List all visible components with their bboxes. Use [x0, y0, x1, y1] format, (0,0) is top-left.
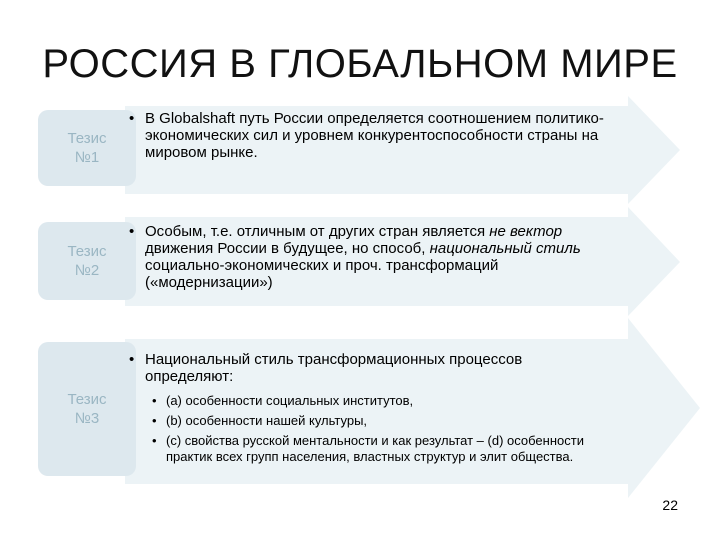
thesis-label-2: Тезис №2	[38, 222, 136, 300]
thesis-2-text	[129, 223, 629, 291]
thesis-2-part-4: национальный стиль	[429, 240, 581, 257]
thesis-label-3: Тезис №3	[38, 342, 136, 476]
page-number: 22	[662, 497, 678, 513]
thesis-3-bullet: • Национальный стиль трансформационных процессов определяют:	[129, 351, 559, 385]
thesis-1-bullet: • В Globalshaft путь России определяется соотношением политико-экономических сил и уровнем конкурентоспособности страны на мировом рынке.	[129, 110, 629, 161]
thesis-2-bullet	[129, 223, 629, 291]
thesis-1-text	[129, 110, 629, 161]
thesis-3-subitem-c: • (c) свойства русской ментальности и как результат – (d) особенности практик всех групп населения, властных структур и элит общества.	[150, 433, 610, 465]
thesis-2-part-5: социально-экономических и проч. трансформаций («модернизации»)	[145, 257, 499, 291]
thesis-2-part-2: не вектор	[489, 223, 563, 240]
thesis-2-part-3: движения России в будущее, но способ,	[145, 240, 430, 257]
thesis-3-subitems	[150, 393, 610, 465]
thesis-label-1: Тезис №1	[38, 110, 136, 186]
thesis-3-subitem-a: • (а) особенности социальных институтов,	[150, 393, 610, 409]
thesis-3-subitem-b: • (b) особенности нашей культуры,	[150, 413, 610, 429]
slide-title: РОССИЯ В ГЛОБАЛЬНОМ МИРЕ	[42, 42, 678, 86]
thesis-2-part-1: Особым, т.е. отличным от других стран является	[145, 223, 490, 240]
thesis-3-text	[129, 351, 559, 385]
